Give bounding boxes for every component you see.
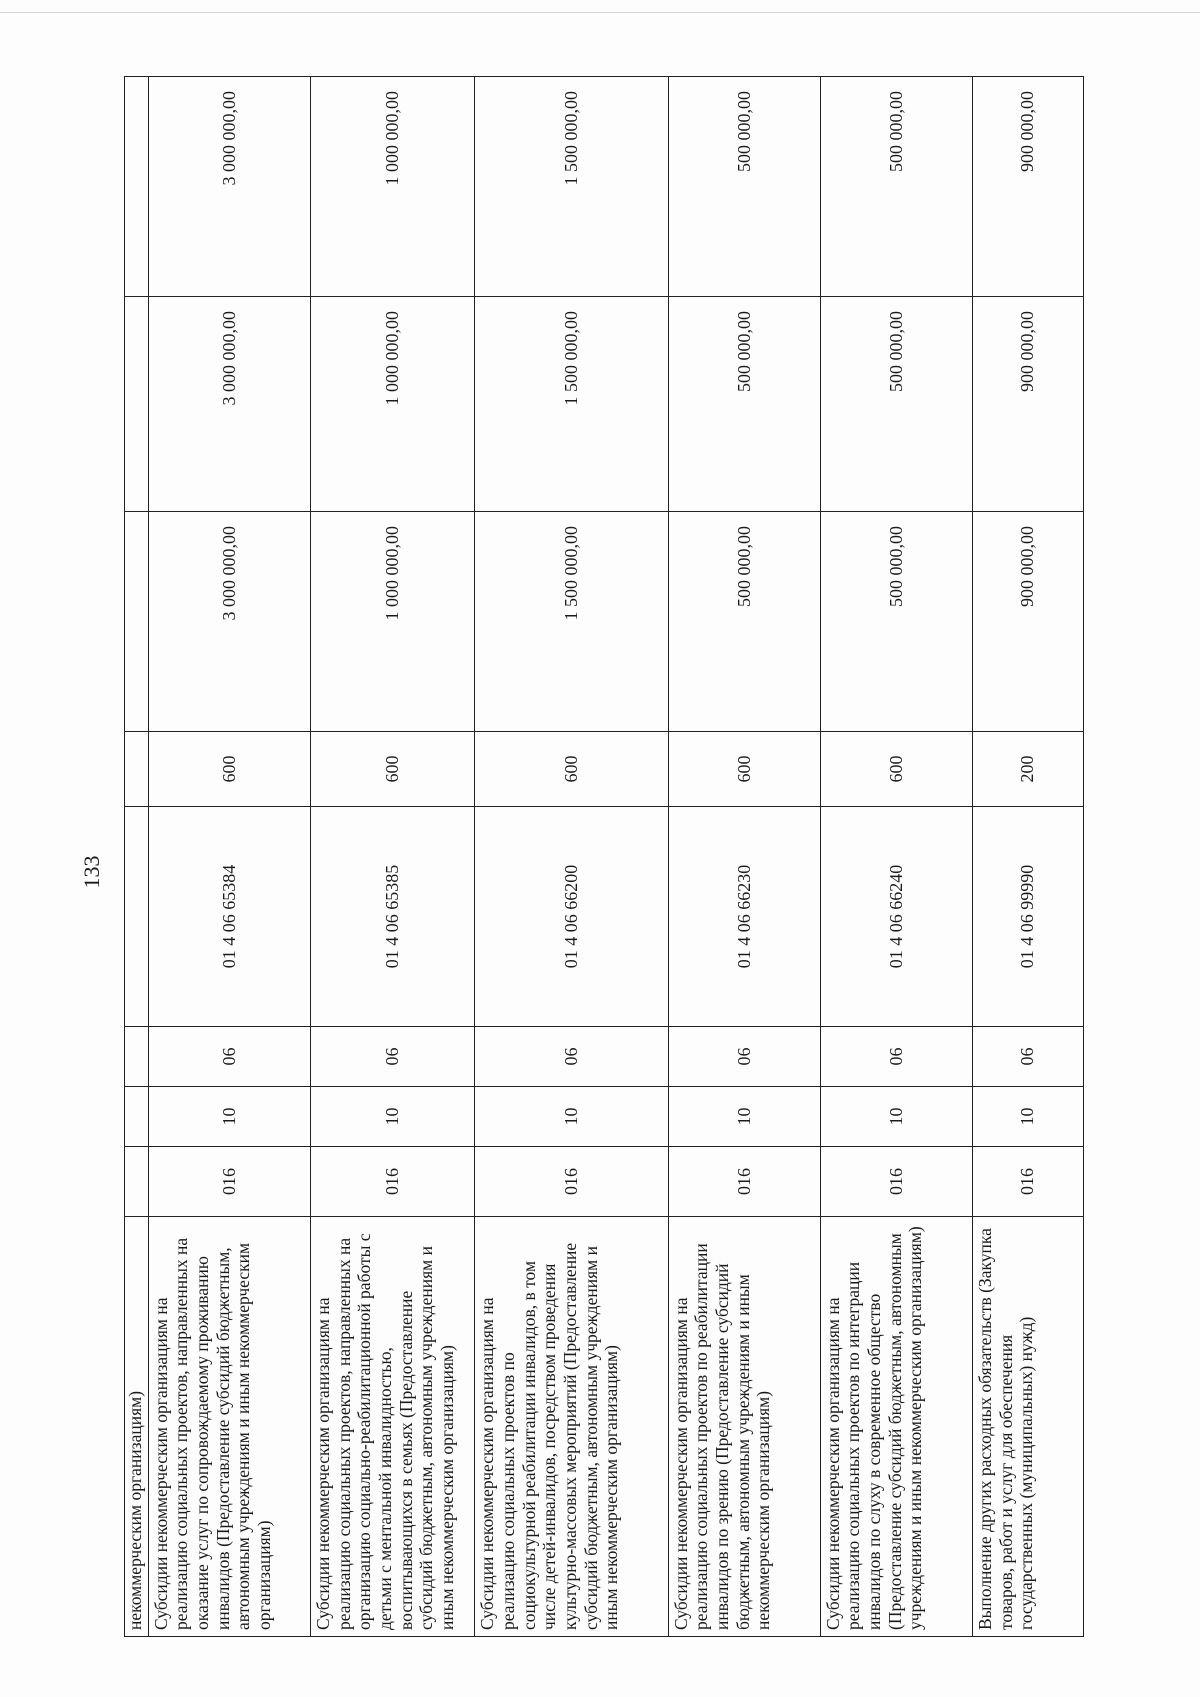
amount-year-3: 500 000,00: [820, 77, 972, 297]
amount-year-1: 1 000 000,00: [311, 512, 475, 732]
section-code: 10: [148, 1087, 310, 1147]
ved-code: 016: [148, 1147, 310, 1217]
amount-year-3: 1 500 000,00: [475, 77, 668, 297]
table-row: [820, 77, 972, 1637]
target-article-code: 01 4 06 99990: [972, 807, 1083, 1027]
row-description: Выполнение других расходных обязательств (Закупка товаров, работ и услуг для обеспечения государственных (муниципальных) нужд): [972, 1217, 1083, 1637]
section-code: 10: [475, 1087, 668, 1147]
target-article-code: 01 4 06 66240: [820, 807, 972, 1027]
expense-type-code: 600: [820, 732, 972, 807]
table-row: [125, 77, 149, 1637]
amount-year-3: 900 000,00: [972, 77, 1083, 297]
amount-year-1: 500 000,00: [820, 512, 972, 732]
expense-type-code: 600: [311, 732, 475, 807]
amount-year-3: 1 000 000,00: [311, 77, 475, 297]
amount-year-2: 1 500 000,00: [475, 297, 668, 512]
amount-year-3: [125, 77, 149, 297]
row-description: некоммерческим организациям): [125, 1217, 149, 1637]
expense-type-code: 600: [668, 732, 820, 807]
budget-table: [124, 76, 1084, 1637]
subsection-code: 06: [820, 1027, 972, 1087]
amount-year-1: 500 000,00: [668, 512, 820, 732]
target-article-code: 01 4 06 65385: [311, 807, 475, 1027]
subsection-code: 06: [148, 1027, 310, 1087]
section-code: 10: [311, 1087, 475, 1147]
target-article-code: [125, 807, 149, 1027]
target-article-code: 01 4 06 66230: [668, 807, 820, 1027]
section-code: 10: [972, 1087, 1083, 1147]
amount-year-3: 500 000,00: [668, 77, 820, 297]
table-row: [311, 77, 475, 1637]
amount-year-2: 900 000,00: [972, 297, 1083, 512]
expense-type-code: [125, 732, 149, 807]
section-code: [125, 1087, 149, 1147]
amount-year-2: 500 000,00: [820, 297, 972, 512]
expense-type-code: 600: [475, 732, 668, 807]
amount-year-1: 900 000,00: [972, 512, 1083, 732]
row-description: Субсидии некоммерческим организациям на реализацию социальных проектов по реабилитации инвалидов по зрению (Предоставление субсидий бюджетным, автономным учреждениям и иным некоммерческим организациям): [668, 1217, 820, 1637]
table-row: [972, 77, 1083, 1637]
ved-code: 016: [311, 1147, 475, 1217]
amount-year-1: 1 500 000,00: [475, 512, 668, 732]
section-code: 10: [820, 1087, 972, 1147]
row-description: Субсидии некоммерческим организациям на реализацию социальных проектов, направленных на оказание услуг по сопровождаемому проживанию инвалидов (Предоставление субсидий бюджетным, автономным учреждениям и иным некоммерческим организациям): [148, 1217, 310, 1637]
table-row: [475, 77, 668, 1637]
table-body: [125, 77, 1084, 1637]
subsection-code: [125, 1027, 149, 1087]
scan-edge-line: [0, 12, 1200, 13]
ved-code: 016: [475, 1147, 668, 1217]
target-article-code: 01 4 06 66200: [475, 807, 668, 1027]
ved-code: 016: [668, 1147, 820, 1217]
expense-type-code: 600: [148, 732, 310, 807]
subsection-code: 06: [972, 1027, 1083, 1087]
subsection-code: 06: [668, 1027, 820, 1087]
target-article-code: 01 4 06 65384: [148, 807, 310, 1027]
amount-year-2: 500 000,00: [668, 297, 820, 512]
ved-code: 016: [820, 1147, 972, 1217]
page-number: 133: [79, 855, 104, 889]
amount-year-1: 3 000 000,00: [148, 512, 310, 732]
budget-table-rotated: [124, 77, 1084, 1637]
amount-year-2: 3 000 000,00: [148, 297, 310, 512]
amount-year-2: [125, 297, 149, 512]
row-description: Субсидии некоммерческим организациям на реализацию социальных проектов по интеграции инвалидов по слуху в современное общество (Предоставление субсидий бюджетным, автономным учреждениям и иным некоммерческим организациям): [820, 1217, 972, 1637]
section-code: 10: [668, 1087, 820, 1147]
amount-year-2: 1 000 000,00: [311, 297, 475, 512]
table-row: [668, 77, 820, 1637]
ved-code: [125, 1147, 149, 1217]
expense-type-code: 200: [972, 732, 1083, 807]
amount-year-1: [125, 512, 149, 732]
subsection-code: 06: [311, 1027, 475, 1087]
row-description: Субсидии некоммерческим организациям на реализацию социальных проектов, направленных на организацию социально-реабилитационной работы с детьми с ментальной инвалидностью, воспитывающихся в семьях (Предоставление субсидий бюджетным, автономным учреждениям и иным некоммерческим организациям): [311, 1217, 475, 1637]
amount-year-3: 3 000 000,00: [148, 77, 310, 297]
table-row: [148, 77, 310, 1637]
subsection-code: 06: [475, 1027, 668, 1087]
row-description: Субсидии некоммерческим организациям на реализацию социальных проектов по социокультурной реабилитации инвалидов, в том числе детей-инвалидов, посредством проведения культурно-массовых мероприятий (Предоставление субсидий бюджетным, автономным учреждениям и иным некоммерческим организациям): [475, 1217, 668, 1637]
ved-code: 016: [972, 1147, 1083, 1217]
